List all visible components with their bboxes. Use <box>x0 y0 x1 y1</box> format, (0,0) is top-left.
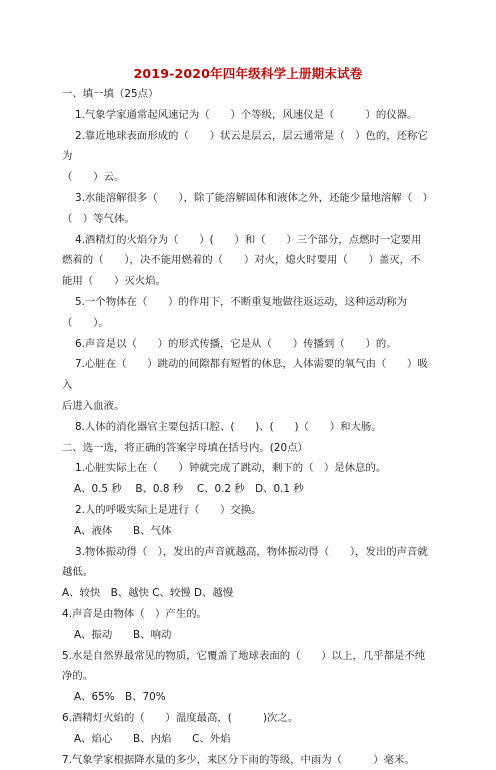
question-line: 5.水是自然界最常见的物质，它覆盖了地球表面的（ ）以上，几乎都是不纯 <box>62 646 438 667</box>
question-line: 4.酒精灯的火焰分为（ ）( ）和（ ）三个部分，点燃时一定要用 <box>62 230 438 251</box>
question-line: 5.一个物体在（ ）的作用下，不断重复地做往返运动，这种运动称为（ ）。 <box>62 292 438 334</box>
question-line: 净的。 <box>62 666 438 687</box>
question-line: 7.气象学家根据降水量的多少，来区分下雨的等级，中雨为（ ）毫米。 <box>62 750 438 770</box>
question-line: 3.物体振动得（ ），发出的声音就越高，物体振动得（ ），发出的声音就 <box>62 542 438 563</box>
answer-options: A、65% B、70% <box>62 687 438 708</box>
question-line: （ ）等气体。 <box>62 209 438 230</box>
question-line: 1.气象学家通常起风速记为（ ）个等级，风速仪是（ ）的仪器。 <box>62 105 438 126</box>
question-line: 2.靠近地球表面形成的（ ）状云是层云，层云通常是（ ）色的，还称它为 <box>62 126 438 168</box>
question-line: （ ）云。 <box>62 167 438 188</box>
question-line: 6.声音是以（ ）的形式传播，它是从（ ）传播到（ ）的。 <box>62 334 438 355</box>
answer-options: A、振动 B、响动 <box>62 625 438 646</box>
exam-title: 2019-2020年四年级科学上册期末试卷 <box>0 64 496 82</box>
question-line: 越低。 <box>62 562 438 583</box>
section-heading: 一、填一填（25点） <box>62 84 438 105</box>
section-heading: 二、选一选，将正确的答案字母填在括号内。(20点） <box>62 438 438 459</box>
answer-options: A、0.5 秒 B、0.8 秒 C、0.2 秒 D、0.1 秒 <box>62 479 438 500</box>
question-line: 6.酒精灯火焰的（ ）温度最高，( )次之。 <box>62 708 438 729</box>
answer-options: A、较快 B、越快 C、较慢 D、越慢 <box>62 583 438 604</box>
question-line: 后进入血液。 <box>62 396 438 417</box>
answer-options: A、焰心 B、内焰 C、外焰 <box>62 729 438 750</box>
question-line: 3.水能溶解很多（ ），除了能溶解固体和液体之外，还能少量地溶解（ ） <box>62 188 438 209</box>
answer-options: A、液体 B、气体 <box>62 521 438 542</box>
question-line: 8.人体的消化器官主要包括口腔、( )、( )（ ）和大肠。 <box>62 417 438 438</box>
question-line: 能用（ ）灭火焰。 <box>62 271 438 292</box>
question-line: 1.心脏实际上在（ ）钟就完成了跳动，剩下的（ ）是休息的。 <box>62 458 438 479</box>
exam-content <box>62 84 438 770</box>
question-line: 2.人的呼吸实际上是进行（ ）交换。 <box>62 500 438 521</box>
question-line: 7.心脏在（ ）跳动的间隙都有短暂的休息，人体需要的氧气由（ ）吸入 <box>62 354 438 396</box>
question-line: 4.声音是由物体（ ）产生的。 <box>62 604 438 625</box>
question-line: 燃着的（ ），决不能用燃着的（ ）对火，熄火时要用（ ）盖灭，不 <box>62 250 438 271</box>
